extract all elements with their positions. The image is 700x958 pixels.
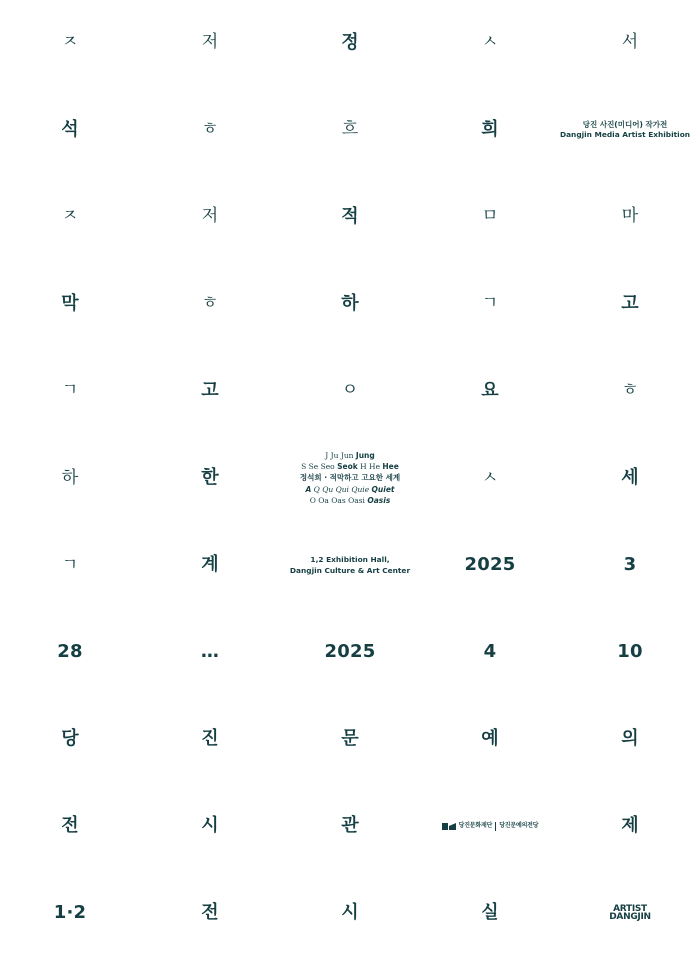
glyph-cell: 실 — [481, 902, 499, 924]
foundation-mark-icon — [442, 822, 456, 831]
glyph-cell: 마 — [621, 206, 639, 227]
venue-line-2: Dangjin Culture & Art Center — [289, 565, 411, 575]
glyph-cell: 의 — [621, 728, 639, 750]
artist-dangjin-logo — [560, 870, 700, 957]
glyph-cell: 시 — [341, 902, 359, 924]
glyph-cell: 문 — [341, 728, 359, 750]
glyph-cell: 고 — [621, 292, 639, 314]
month-cell: 3 — [623, 554, 637, 576]
glyph-cell: ㅈ — [61, 206, 79, 227]
glyph-cell: 저 — [201, 32, 219, 53]
glyph-cell: 제 — [621, 815, 639, 837]
glyph-cell: 전 — [201, 902, 219, 924]
ellipsis-cell: … — [200, 641, 220, 663]
logo-divider — [495, 822, 496, 831]
foundation-logo — [420, 783, 560, 870]
glyph-cell: 하 — [341, 292, 359, 314]
glyph-cell: 예 — [481, 728, 499, 750]
hall-number-cell: 1·2 — [53, 902, 87, 924]
glyph-cell: 석 — [61, 118, 79, 140]
art-center-name: 당진문예의전당 — [499, 822, 539, 830]
glyph-cell: 한 — [201, 467, 219, 489]
glyph-cell: ㅅ — [481, 32, 499, 53]
glyph-cell: ㄱ — [61, 554, 79, 575]
glyph-cell: 고 — [201, 379, 219, 401]
glyph-cell: ㅎ — [621, 380, 639, 401]
glyph-cell: 당 — [61, 728, 79, 750]
artist-logo-line1: ARTIST — [613, 903, 647, 914]
glyph-cell: 관 — [341, 815, 359, 837]
exhibition-label — [560, 86, 700, 173]
title-block — [280, 434, 420, 521]
year-cell: 2025 — [324, 641, 376, 663]
glyph-cell: 희 — [481, 118, 499, 140]
glyph-cell: 정 — [341, 31, 359, 53]
glyph-cell: 저 — [201, 206, 219, 227]
glyph-cell: ㅈ — [61, 32, 79, 53]
day-cell: 28 — [57, 641, 83, 663]
glyph-cell: ㅎ — [201, 119, 219, 140]
glyph-cell: 시 — [201, 815, 219, 837]
glyph-cell: ㅁ — [481, 206, 499, 227]
artist-logo-line2: DANGJIN — [609, 912, 651, 923]
title-line-oasis: O Oa Oas Oasi Oasis — [309, 496, 391, 506]
foundation-name: 당진문화재단 — [458, 822, 493, 830]
glyph-cell: 하 — [61, 467, 79, 488]
glyph-cell: 흐 — [341, 119, 359, 140]
glyph-cell: 서 — [621, 32, 639, 53]
glyph-cell: ㅎ — [201, 293, 219, 314]
glyph-cell: 막 — [61, 292, 79, 314]
glyph-cell: ㄱ — [481, 293, 499, 314]
glyph-cell: 세 — [621, 467, 639, 489]
title-line-korean: 정석희 · 적막하고 고요한 세계 — [299, 473, 401, 483]
year-cell: 2025 — [464, 554, 516, 576]
exhibition-label-ko: 당진 사진(미디어) 작가전 — [582, 119, 668, 129]
glyph-cell: 진 — [201, 728, 219, 750]
glyph-cell: ㄱ — [61, 380, 79, 401]
month-cell: 4 — [483, 641, 497, 663]
glyph-cell: 전 — [61, 815, 79, 837]
title-line-jung: J Ju Jun Jung — [325, 450, 375, 460]
glyph-cell: ㅇ — [341, 380, 359, 401]
glyph-cell: ㅅ — [481, 467, 499, 488]
day-cell: 10 — [617, 641, 643, 663]
glyph-cell: 요 — [481, 379, 499, 401]
glyph-cell: 적 — [341, 205, 359, 227]
glyph-cell: 계 — [201, 554, 219, 576]
venue-line-1: 1,2 Exhibition Hall, — [310, 555, 390, 565]
venue-block — [280, 522, 420, 609]
title-line-seok-hee: S Se Seo Seok H He Hee — [301, 461, 399, 471]
title-line-quiet: A Q Qu Qui Quie Quiet — [305, 484, 395, 494]
exhibition-label-en: Dangjin Media Artist Exhibition — [559, 130, 691, 140]
